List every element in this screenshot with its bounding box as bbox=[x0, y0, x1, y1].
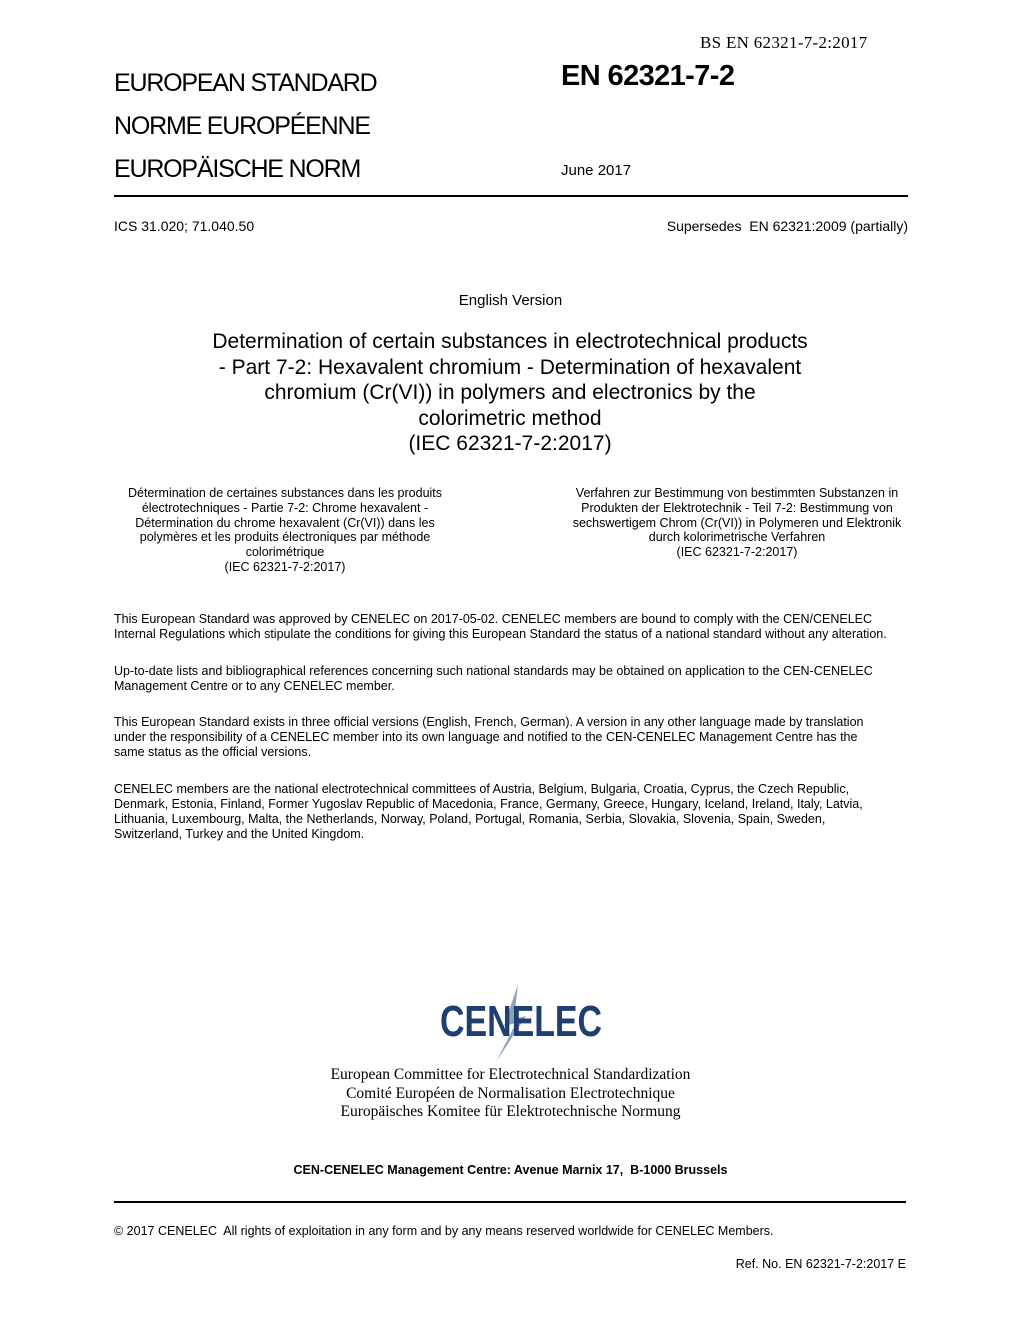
paragraph-line: CENELEC members are the national electrotechnical committees of Austria, Belgium, Bulgaria, Croatia, Cyprus, the Czech Republic, bbox=[114, 782, 850, 796]
standard-title-en: EUROPEAN STANDARD bbox=[114, 69, 377, 97]
supersedes-note: Supersedes EN 62321:2009 (partially) bbox=[666, 218, 908, 234]
title-line: colorimétrique bbox=[245, 545, 325, 560]
ics-codes: ICS 31.020; 71.040.50 bbox=[114, 218, 255, 234]
title-line: Produkten der Elektrotechnik - Teil 7-2: Bestimmung von bbox=[581, 500, 893, 515]
title-line: durch kolorimetrische Verfahren bbox=[648, 530, 826, 545]
title-line: (IEC 62321-7-2:2017) bbox=[408, 432, 612, 455]
copyright-notice: © 2017 CENELEC All rights of exploitation in any form and by any means reserved worldwide for CENELEC Members. bbox=[114, 1224, 774, 1238]
management-centre-address: CEN-CENELEC Management Centre: Avenue Marnix 17, B-1000 Brussels bbox=[293, 1163, 728, 1177]
title-line: électrotechniques - Partie 7-2: Chrome hexavalent - bbox=[141, 500, 429, 515]
version-label: English Version bbox=[458, 292, 563, 309]
title-line: polymères et les produits électroniques par méthode bbox=[139, 530, 431, 545]
publication-date: June 2017 bbox=[561, 162, 632, 179]
title-line: (IEC 62321-7-2:2017) bbox=[224, 559, 346, 574]
standard-title-fr: NORME EUROPÉENNE bbox=[114, 112, 370, 140]
paragraph-line: under the responsibility of a CENELEC member into its own language and notified to the CEN-CENELEC Management Centre has the bbox=[114, 730, 858, 744]
cenelec-logo bbox=[436, 982, 606, 1062]
paragraph-line: Denmark, Estonia, Finland, Former Yugoslav Republic of Macedonia, France, Germany, Greece, Hungary, Iceland, Ireland, Italy, Latvia, bbox=[114, 797, 863, 811]
standard-titles bbox=[114, 62, 514, 191]
members-paragraph bbox=[114, 782, 914, 842]
title-line: (IEC 62321-7-2:2017) bbox=[676, 545, 798, 560]
title-line: colorimetric method bbox=[418, 406, 602, 430]
paragraph-line: This European Standard exists in three official versions (English, French, German). A version in any other language made by translation bbox=[114, 715, 864, 729]
paragraph-line: Management Centre or to any CENELEC member. bbox=[114, 679, 395, 693]
title-line: - Part 7-2: Hexavalent chromium - Determination of hexavalent bbox=[218, 355, 802, 379]
committee-name-de: Europäisches Komitee für Elektrotechnische Normung bbox=[340, 1103, 681, 1120]
committee-name-fr: Comité Européen de Normalisation Electrotechnique bbox=[346, 1084, 675, 1102]
header-divider bbox=[114, 195, 908, 197]
title-line: sechswertigem Chrom (Cr(VI)) in Polymeren und Elektronik bbox=[572, 515, 902, 530]
english-title bbox=[180, 329, 840, 457]
title-line: Détermination de certaines substances dans les produits bbox=[127, 486, 443, 500]
paragraph-line: Lithuania, Luxembourg, Malta, the Netherlands, Norway, Poland, Portugal, Romania, Serbia, Slovakia, Slovenia, Spain, Sweden, bbox=[114, 812, 826, 826]
en-number: EN 62321-7-2 bbox=[561, 60, 735, 92]
approval-paragraph bbox=[114, 612, 914, 642]
title-line: Verfahren zur Bestimmung von bestimmten Substanzen in bbox=[575, 486, 899, 500]
title-line: Determination of certain substances in electrotechnical products bbox=[212, 330, 808, 353]
footer-divider bbox=[114, 1201, 906, 1203]
references-paragraph bbox=[114, 664, 914, 694]
german-title bbox=[566, 486, 908, 560]
title-line: chromium (Cr(VI)) in polymers and electronics by the bbox=[264, 381, 756, 404]
versions-paragraph bbox=[114, 715, 914, 760]
standard-title-de: EUROPÄISCHE NORM bbox=[114, 155, 361, 183]
committee-name-en: European Committee for Electrotechnical Standardization bbox=[330, 1066, 691, 1083]
title-line: Détermination du chrome hexavalent (Cr(VI)) dans les bbox=[135, 515, 435, 530]
logo-wordmark: CENELEC bbox=[440, 997, 602, 1046]
paragraph-line: Internal Regulations which stipulate the conditions for giving this European Standard the status of a national standard without any alteration. bbox=[114, 627, 887, 641]
reference-number: Ref. No. EN 62321-7-2:2017 E bbox=[735, 1257, 906, 1271]
bs-reference: BS EN 62321-7-2:2017 bbox=[700, 33, 868, 52]
paragraph-line: Switzerland, Turkey and the United Kingdom. bbox=[114, 827, 365, 841]
paragraph-line: Up-to-date lists and bibliographical references concerning such national standards may be obtained on application to the CEN-CENELEC bbox=[114, 664, 873, 678]
paragraph-line: This European Standard was approved by CENELEC on 2017-05-02. CENELEC members are bound to comply with the CEN/CENELEC bbox=[114, 612, 873, 626]
paragraph-line: same status as the official versions. bbox=[114, 745, 312, 759]
committee-names bbox=[0, 1066, 1021, 1122]
french-title bbox=[114, 486, 456, 575]
